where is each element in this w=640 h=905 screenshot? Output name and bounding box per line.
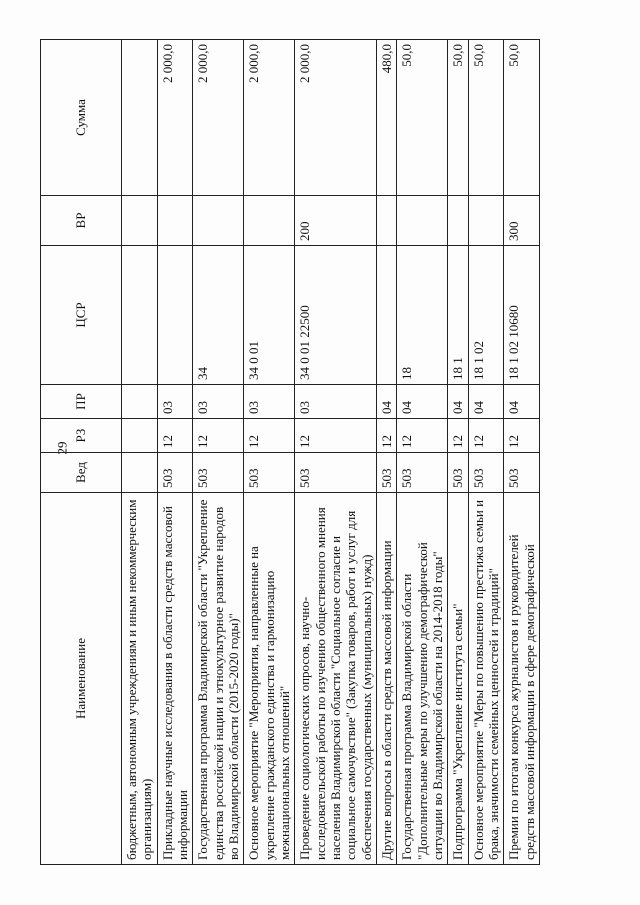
cell-csr	[157, 246, 193, 385]
cell-pr: 03	[157, 385, 193, 419]
table-header-row	[41, 40, 122, 865]
cell-vr	[376, 196, 396, 246]
cell-csr: 34	[193, 246, 244, 385]
cell-rz: 12	[468, 419, 504, 453]
cell-ved: 503	[468, 453, 504, 493]
cell-sum: 2 000,0	[295, 40, 377, 196]
cell-ved: 503	[295, 453, 377, 493]
cell-sum: 2 000,0	[193, 40, 244, 196]
cell-sum: 50,0	[468, 40, 504, 196]
header-rz: РЗ	[41, 419, 122, 453]
table-row	[157, 40, 193, 865]
cell-rz: 12	[295, 419, 377, 453]
cell-csr: 18	[397, 246, 448, 385]
cell-csr: 18 1 02 10680	[504, 246, 540, 385]
cell-vr	[122, 196, 158, 246]
header-pr: ПР	[41, 385, 122, 419]
cell-ved: 503	[376, 453, 396, 493]
cell-ved: 503	[504, 453, 540, 493]
cell-rz: 12	[193, 419, 244, 453]
cell-name: Другие вопросы в области средств массовой информации	[376, 493, 396, 865]
header-csr: ЦСР	[41, 246, 122, 385]
cell-ved: 503	[193, 453, 244, 493]
table-row	[244, 40, 295, 865]
cell-name: Проведение социологических опросов, научно-исследовательской работы по изучению общественного мнения населения Владимирской области "Социальное согласие и социальное самочувствие" (Закупка товаров, работ и услуг для обеспечения государственных (муниципальных) нужд)	[295, 493, 377, 865]
cell-csr: 18 1 02	[468, 246, 504, 385]
cell-vr: 300	[504, 196, 540, 246]
cell-csr: 18 1	[448, 246, 468, 385]
cell-ved: 503	[448, 453, 468, 493]
header-vr: ВР	[41, 196, 122, 246]
table-row	[504, 40, 540, 865]
cell-vr	[193, 196, 244, 246]
cell-vr	[448, 196, 468, 246]
cell-name: Государственная программа Владимирской области "Укрепление единства российской нации и этнокультурное развитие народов во Владимирской области (2015-2020 годы)"	[193, 493, 244, 865]
cell-name: Подпрограмма "Укрепление института семьи"	[448, 493, 468, 865]
cell-vr: 200	[295, 196, 377, 246]
cell-name: Премии по итогам конкурса журналистов и руководителей средств массовой информации в сфере демографической	[504, 493, 540, 865]
table-row	[376, 40, 396, 865]
cell-csr: 34 0 01 22500	[295, 246, 377, 385]
cell-ved: 503	[244, 453, 295, 493]
cell-sum: 2 000,0	[244, 40, 295, 196]
cell-sum: 50,0	[448, 40, 468, 196]
cell-pr: 03	[193, 385, 244, 419]
cell-rz	[122, 419, 158, 453]
page-number: 29	[54, 441, 70, 455]
cell-ved: 503	[397, 453, 448, 493]
header-name: Наименование	[41, 493, 122, 865]
cell-csr	[122, 246, 158, 385]
header-sum: Сумма	[41, 40, 122, 196]
table-row	[468, 40, 504, 865]
cell-sum: 50,0	[397, 40, 448, 196]
cell-vr	[397, 196, 448, 246]
cell-pr: 04	[397, 385, 448, 419]
cell-sum	[122, 40, 158, 196]
cell-sum: 2 000,0	[157, 40, 193, 196]
cell-pr: 04	[468, 385, 504, 419]
cell-sum: 480,0	[376, 40, 396, 196]
cell-rz: 12	[448, 419, 468, 453]
cell-ved: 503	[157, 453, 193, 493]
rotated-table-container	[40, 40, 536, 865]
cell-pr: 04	[448, 385, 468, 419]
budget-table	[40, 39, 540, 865]
cell-pr: 03	[244, 385, 295, 419]
table-row	[397, 40, 448, 865]
cell-rz: 12	[504, 419, 540, 453]
cell-pr: 04	[504, 385, 540, 419]
cell-csr: 34 0 01	[244, 246, 295, 385]
cell-vr	[468, 196, 504, 246]
table-row	[295, 40, 377, 865]
cell-vr	[157, 196, 193, 246]
table-row	[448, 40, 468, 865]
cell-pr: 04	[376, 385, 396, 419]
cell-rz: 12	[376, 419, 396, 453]
cell-name: Основное мероприятие "Мероприятия, направленные на укрепление гражданского единства и гармонизацию межнациональных отношений"	[244, 493, 295, 865]
cell-name: бюджетным, автономным учреждениям и иным некоммерческим организациям)	[122, 493, 158, 865]
cell-rz: 12	[244, 419, 295, 453]
cell-pr	[122, 385, 158, 419]
cell-name: Прикладные научные исследования в области средств массовой информации	[157, 493, 193, 865]
cell-sum: 50,0	[504, 40, 540, 196]
table-row	[193, 40, 244, 865]
cell-pr: 03	[295, 385, 377, 419]
cell-name: Государственная программа Владимирской области "Дополнительные меры по улучшению демографической ситуации во Владимирской области на 2014-2018 годы"	[397, 493, 448, 865]
cell-vr	[244, 196, 295, 246]
cell-csr	[376, 246, 396, 385]
cell-ved	[122, 453, 158, 493]
cell-rz: 12	[157, 419, 193, 453]
table-row	[122, 40, 158, 865]
cell-rz: 12	[397, 419, 448, 453]
cell-name: Основное мероприятие "Меры по повышению престижа семьи и брака, значимости семейных ценностей и традиций"	[468, 493, 504, 865]
header-ved: Вед	[41, 453, 122, 493]
